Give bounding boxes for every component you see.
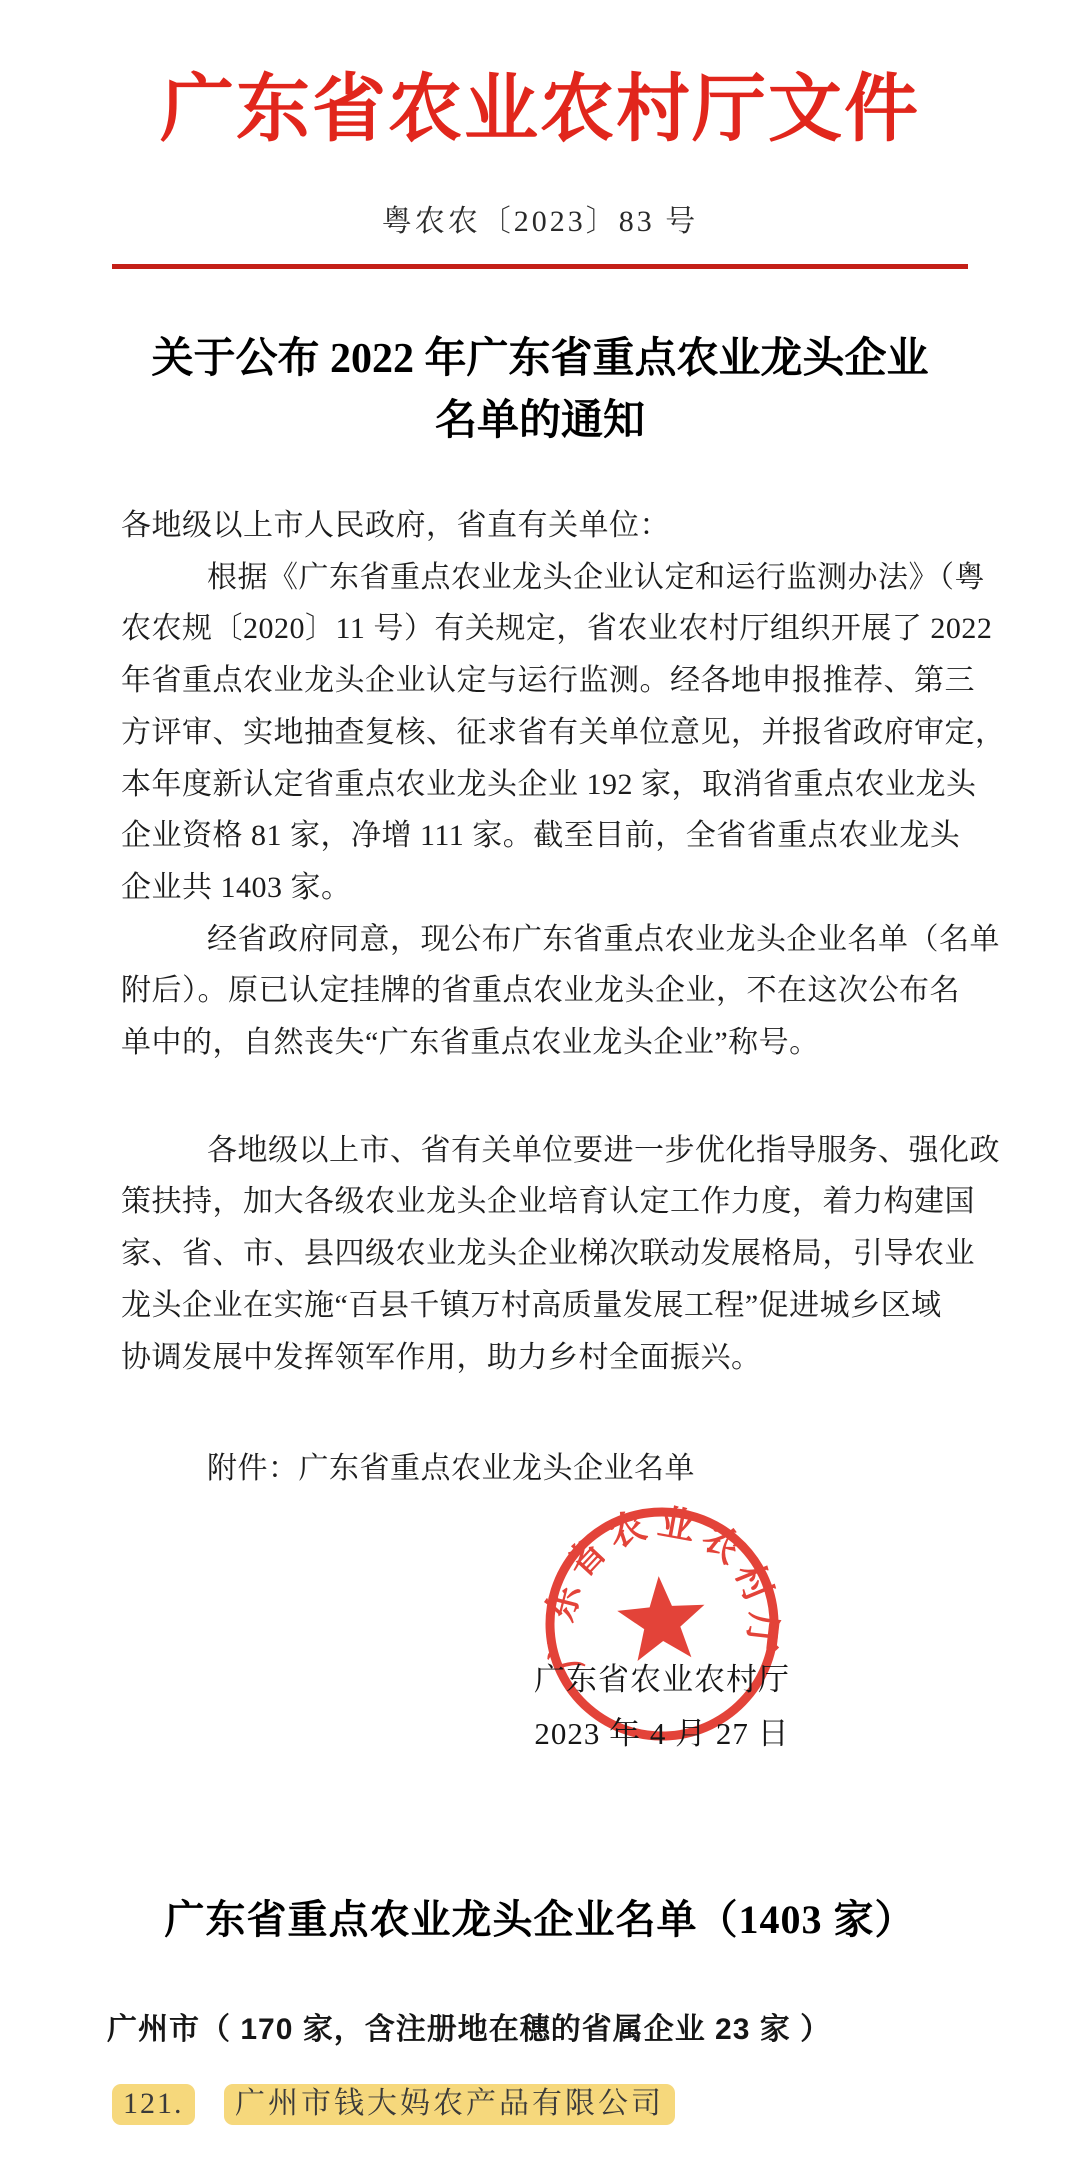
doc-title-line-2: 名单的通知	[434, 398, 645, 444]
body-line: 根据《广东省重点农业龙头企业认定和运行监测办法》（粤	[207, 560, 985, 594]
doc-number: 粤农农〔2023〕83 号	[381, 205, 699, 238]
body-line: 本年度新认定省重点农业龙头企业 192 家，取消省重点农业龙头	[121, 767, 977, 801]
appendix-title: 广东省重点农业龙头企业名单（1403 家）	[164, 1897, 916, 1942]
entry-company: 广州市钱大妈农产品有限公司	[224, 2084, 675, 2125]
entry-number: 121.	[112, 2084, 195, 2125]
doc-title-line-1: 关于公布 2022 年广东省重点农业龙头企业	[151, 336, 929, 382]
signature-date: 2023 年 4 月 27 日	[534, 1716, 790, 1751]
letterhead-title: 广东省农业农村厅文件	[160, 69, 920, 151]
paragraph	[121, 552, 1006, 914]
body-line: 协调发展中发挥领军作用，助力乡村全面振兴。	[121, 1340, 762, 1374]
body-line: 企业资格 81 家，净增 111 家。截至目前，全省省重点农业龙头	[121, 819, 961, 853]
city-summary-line: 广州市（ 170 家，含注册地在穗的省属企业 23 家 ）	[107, 2013, 832, 2046]
paragraph	[121, 500, 961, 552]
paragraph	[121, 914, 1000, 1069]
body-line: 附后）。原已认定挂牌的省重点农业龙头企业，不在这次公布名	[121, 974, 960, 1008]
body-line: 经省政府同意，现公布广东省重点农业龙头企业名单（名单	[207, 922, 1000, 956]
attachment-line: 附件：广东省重点农业龙头企业名单	[207, 1452, 695, 1485]
body-line: 龙头企业在实施“百县千镇万村高质量发展工程”促进城乡区域	[121, 1288, 942, 1322]
highlighted-entry	[112, 2078, 675, 2122]
document-body	[121, 500, 1006, 1383]
body-line: 农农规〔2020〕11 号）有关规定，省农业农村厅组织开展了 2022	[121, 612, 993, 646]
signature-block	[480, 1653, 844, 1761]
seal-arc-text: 广东省农业农村厅	[540, 1502, 784, 1676]
red-divider	[112, 264, 968, 269]
body-line: 年省重点农业龙头企业认定与运行监测。经各地申报推荐、第三	[121, 664, 975, 698]
seal-star-icon	[615, 1573, 708, 1662]
paragraph	[121, 1125, 1000, 1384]
body-line: 方评审、实地抽查复核、征求省有关单位意见，并报省政府审定，	[121, 715, 1006, 749]
signature-agency: 广东省农业农村厅	[534, 1662, 790, 1697]
body-line: 各地级以上市、省有关单位要进一步优化指导服务、强化政	[207, 1133, 1000, 1167]
body-line: 企业共 1403 家。	[121, 870, 352, 904]
body-line: 各地级以上市人民政府，省直有关单位：	[121, 509, 670, 542]
body-line: 策扶持，加大各级农业龙头企业培育认定工作力度，着力构建国	[121, 1185, 975, 1219]
body-line: 单中的，自然丧失“广东省重点农业龙头企业”称号。	[121, 1026, 820, 1060]
doc-title	[0, 328, 1080, 452]
body-line: 家、省、市、县四级农业龙头企业梯次联动发展格局，引导农业	[121, 1237, 975, 1271]
